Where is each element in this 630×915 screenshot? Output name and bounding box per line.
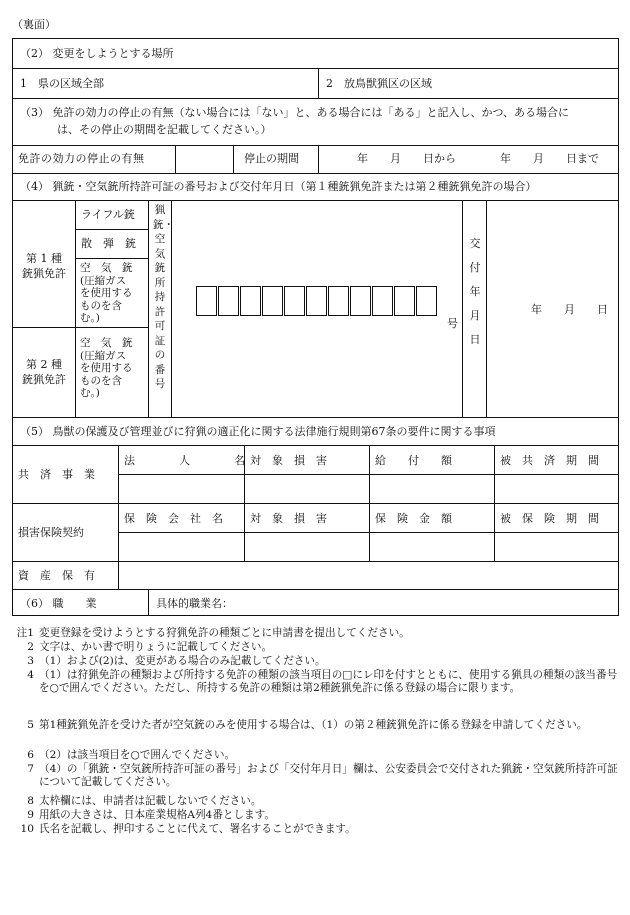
section-5-title: （5） 鳥獣の保護及び管理並びに狩猟の適正化に関する法律施行規則第67条の要件に関する事項	[20, 425, 496, 438]
issue-date-label: 交付年月日	[469, 237, 481, 346]
suspension-presence-field[interactable]	[176, 146, 232, 172]
note-5: 5 第1種銃猟免許を受けた者が空気銃のみを使用する場合は、（1）の第２種銃猟免許に係る登録を申請してください。	[27, 719, 588, 731]
rule	[12, 145, 619, 146]
rule	[75, 258, 148, 259]
airgun-second-kind-label[interactable]: 空 気 銃 (圧縮ガス を使用する ものを含 む。)	[80, 337, 133, 400]
section-6-title: （6） 職 業	[20, 597, 97, 610]
rule	[369, 445, 370, 561]
permit-digit-box[interactable]	[218, 286, 239, 316]
rule	[12, 503, 619, 504]
rule	[12, 589, 619, 590]
section-4-title: （4） 猟銃・空気銃所持許可証の番号および交付年月日（第１種銃猟免許または第２種銃猟免許の場合）	[20, 180, 537, 193]
mutual-header-benefit: 給 付 額	[375, 454, 452, 467]
rifle-label[interactable]: ライフル銃	[81, 208, 135, 221]
rule	[75, 200, 76, 417]
permit-digit-box[interactable]	[306, 286, 327, 316]
rule	[486, 200, 487, 417]
rule	[462, 200, 463, 417]
note-8: 8 太枠欄には、申請者は記載しないでください。	[27, 795, 262, 807]
permit-digit-box[interactable]	[240, 286, 261, 316]
suspension-period-from[interactable]: 年 月 日から	[357, 152, 456, 165]
rule	[318, 68, 319, 98]
occupation-label: 具体的職業名：	[156, 597, 233, 610]
rule	[12, 417, 619, 418]
number-suffix: 号	[447, 317, 458, 330]
mutual-header-covered-damage: 対 象 損 害	[250, 454, 327, 467]
suspension-presence-label: 免許の効力の停止の有無	[18, 152, 145, 165]
insurance-header-period: 被 保 険 期 間	[500, 512, 599, 525]
area-option-hunting-zone[interactable]: 2 放鳥獣猟区の区域	[326, 77, 432, 90]
note-6: 6 （2）は該当項目を○で囲んでください。	[27, 749, 236, 761]
rule	[12, 445, 619, 446]
permit-number-boxes	[196, 286, 438, 316]
insurance-header-amount: 保 険 金 額	[375, 512, 452, 525]
insurance-header-covered-damage: 対 象 損 害	[250, 512, 327, 525]
rule	[12, 68, 619, 69]
note-1: 注1 変更登録を受けようとする狩猟免許の種類ごとに申請書を提出してください。	[16, 627, 410, 639]
rule	[12, 98, 619, 99]
rule	[12, 327, 148, 328]
insurance-header-company: 保 険 会 社 名	[124, 512, 223, 525]
section-3-title-line1: （3） 免許の効力の停止の有無（ない場合には「ない」と、ある場合には「ある」と記入し、かつ、ある場合に	[20, 106, 570, 119]
permit-number-label: 猟銃・空気銃所持許可証の番号	[153, 204, 174, 390]
page-label: （裏面）	[12, 18, 56, 31]
note-3: 3 （1）および(2)は、変更がある場合のみ記載してください。	[27, 655, 326, 667]
section-3-title-line2: は、その停止の期間を記載してください。）	[57, 123, 272, 136]
permit-digit-box[interactable]	[350, 286, 371, 316]
rule	[12, 200, 619, 201]
rule	[148, 589, 149, 616]
section-2-title: （2） 変更をしようとする場所	[20, 47, 174, 60]
rule	[494, 445, 495, 561]
permit-digit-box[interactable]	[328, 286, 349, 316]
note-9: 9 用紙の大きさは、日本産業規格A列4番とします。	[27, 809, 276, 821]
suspension-period-to[interactable]: 年 月 日まで	[500, 152, 599, 165]
mutual-header-period: 被 共 済 期 間	[500, 454, 599, 467]
rule	[148, 200, 149, 417]
issue-date-value[interactable]: 年 月 日	[531, 303, 608, 316]
permit-digit-box[interactable]	[394, 286, 415, 316]
area-option-prefecture[interactable]: 1 県の区域全部	[20, 77, 104, 90]
rule	[171, 200, 172, 417]
rule	[12, 173, 619, 174]
permit-digit-box[interactable]	[262, 286, 283, 316]
mutual-header-corporation: 法 人 名	[124, 454, 245, 467]
shotgun-label[interactable]: 散 弾 銃	[81, 237, 136, 250]
second-kind-license-label: 第 2 種 銃猟免許	[22, 358, 66, 386]
first-kind-license-label: 第 1 種 銃猟免許	[22, 252, 66, 280]
permit-digit-box[interactable]	[372, 286, 393, 316]
suspension-period-label: 停止の期間	[244, 152, 299, 165]
note-4: 4 （1）は狩猟免許の種類および所持する免許の種類の該当項目の□にレ印を付すとともに、使用する猟具の種類の該当番号を○で囲んでください。ただし、所持する免許の種類は第2種銃猟免許に係る登録の場合に限ります。	[27, 669, 618, 695]
insurance-contract-label: 損害保険契約	[18, 526, 84, 539]
note-7: 7 （4）の「猟銃・空気銃所持許可証の番号」および「交付年月日」欄は、公安委員会で交付された猟銃・空気銃所持許可証について記載してください。	[27, 763, 618, 789]
assets-label: 資 産 保 有	[18, 569, 95, 582]
rule	[75, 229, 148, 230]
permit-digit-box[interactable]	[284, 286, 305, 316]
note-2: 2 文字は、かい書で明りょうに記載してください。	[27, 641, 273, 653]
rule	[12, 561, 619, 562]
rule	[318, 145, 319, 173]
rule	[118, 445, 119, 589]
mutual-aid-label: 共 済 事 業	[18, 468, 95, 481]
airgun-first-kind-label[interactable]: 空 気 銃 (圧縮ガス を使用する ものを含 む。)	[80, 262, 133, 325]
permit-digit-box[interactable]	[416, 286, 437, 316]
note-10: 10 氏名を記載し、押印することに代えて、署名することができます。	[20, 823, 356, 835]
permit-digit-box[interactable]	[196, 286, 217, 316]
rule	[233, 145, 234, 173]
